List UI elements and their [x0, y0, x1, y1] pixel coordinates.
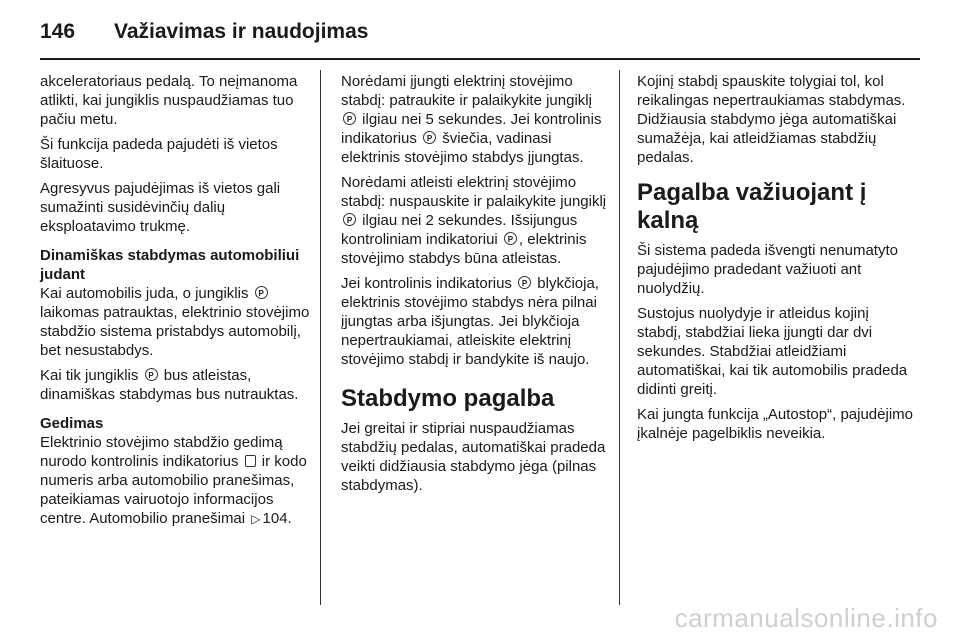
paragraph: Norėdami įjungti elektrinį stovėjimo stabdį: patraukite ir palaikykite jungiklį P ilgiau nei 5 sekundes. Jei kontrolinis indikatorius P šviečia, vadinasi elektrinis stovėjimo stabdys įjungtas.	[341, 72, 609, 167]
paragraph: Ši funkcija padeda pajudėti iš vietos šlaituose.	[40, 136, 278, 172]
column-1	[40, 72, 312, 535]
column-divider-1	[320, 70, 321, 605]
section-heading-dynamic-braking: Dinamiškas stabdymas automobiliui judant	[40, 247, 300, 283]
page-reference-link[interactable]: 104.	[262, 510, 292, 527]
paragraph: Kojinį stabdį spauskite tolygiai tol, kol reikalingas nepertraukiamas stabdymas. Didžiausia stabdymo jėga automatiškai sumažėja, kai atleidžiamas stabdžių pedalas.	[637, 73, 906, 166]
parking-brake-icon	[145, 368, 158, 381]
paragraph: Jei greitai ir stipriai nuspaudžiamas stabdžių pedalas, automatiškai pradeda veikti didžiausia stabdymo jėga (pilnas stabdymas).	[341, 420, 606, 494]
paragraph: akceleratoriaus pedalą. To neįmanoma atlikti, kai jungiklis nuspaudžiamas tuo pačiu metu.	[40, 73, 298, 128]
paragraph: Agresyvus pajudėjimas iš vietos gali sumažinti susidėvinčių dalių eksploatavimo trukmę.	[40, 180, 281, 235]
section-heading-hill-start-assist: Pagalba važiuojant į kalną	[637, 179, 867, 234]
page-title: Važiavimas ir naudojimas	[114, 20, 369, 43]
parking-brake-icon	[343, 112, 356, 125]
parking-brake-icon	[504, 232, 517, 245]
page-header	[40, 14, 368, 50]
section-heading-fault: Gedimas	[40, 415, 104, 432]
paragraph: Kai jungta funkcija „Autostop“, pajudėjimo įkalnėje pagelbiklis neveikia.	[637, 406, 913, 442]
fault-indicator-icon	[245, 455, 256, 467]
paragraph: Elektrinio stovėjimo stabdžio gedimą nurodo kontrolinis indikatorius ir kodo numeris arba automobilio pranešimas, pateikiamas vairuotojo informacijos centre. Automobilio pranešimai ▷ 104.	[40, 434, 307, 527]
paragraph: Kai tik jungiklis P bus atleistas, dinamiškas stabdymas bus nutrauktas.	[40, 366, 312, 404]
parking-brake-icon	[343, 213, 356, 226]
column-3	[637, 72, 917, 449]
paragraph: Norėdami atleisti elektrinį stovėjimo stabdį: nuspauskite ir palaikykite jungiklį P ilgiau nei 2 sekundes. Išsijungus kontroliniam indikatoriui P , elektrinis stovėjimo stabdys būna atleistas.	[341, 173, 609, 268]
paragraph: Jei kontrolinis indikatorius P blykčioja, elektrinis stovėjimo stabdys nėra pilnai įjungtas arba išjungtas. Jei blykčioja nepertraukiamai, atleiskite elektrinį stovėjimo stabdį ir bandykite iš naujo.	[341, 274, 609, 369]
page-number: 146	[40, 20, 76, 43]
page-reference-arrow-icon: ▷	[251, 512, 261, 526]
column-2	[341, 72, 609, 501]
parking-brake-icon	[255, 286, 268, 299]
header-rule	[40, 58, 920, 60]
column-divider-2	[619, 70, 620, 605]
watermark: carmanualsonline.info	[674, 603, 938, 633]
paragraph: Sustojus nuolydyje ir atleidus kojinį stabdį, stabdžiai lieka įjungti dar dvi sekundes. Stabdžiai atleidžiami automatiškai, kai tik automobilis pradeda didinti greitį.	[637, 305, 908, 398]
paragraph: Ši sistema padeda išvengti nenumatyto pajudėjimo pradedant važiuoti ant nuolydžių.	[637, 242, 898, 297]
paragraph: Kai automobilis juda, o jungiklis P laikomas patrauktas, elektrinio stovėjimo stabdžio sistema pristabdys automobilį, bet nesustabdys.	[40, 284, 312, 360]
section-heading-brake-assist: Stabdymo pagalba	[341, 385, 555, 412]
parking-brake-icon	[423, 131, 436, 144]
parking-brake-icon	[518, 276, 531, 289]
